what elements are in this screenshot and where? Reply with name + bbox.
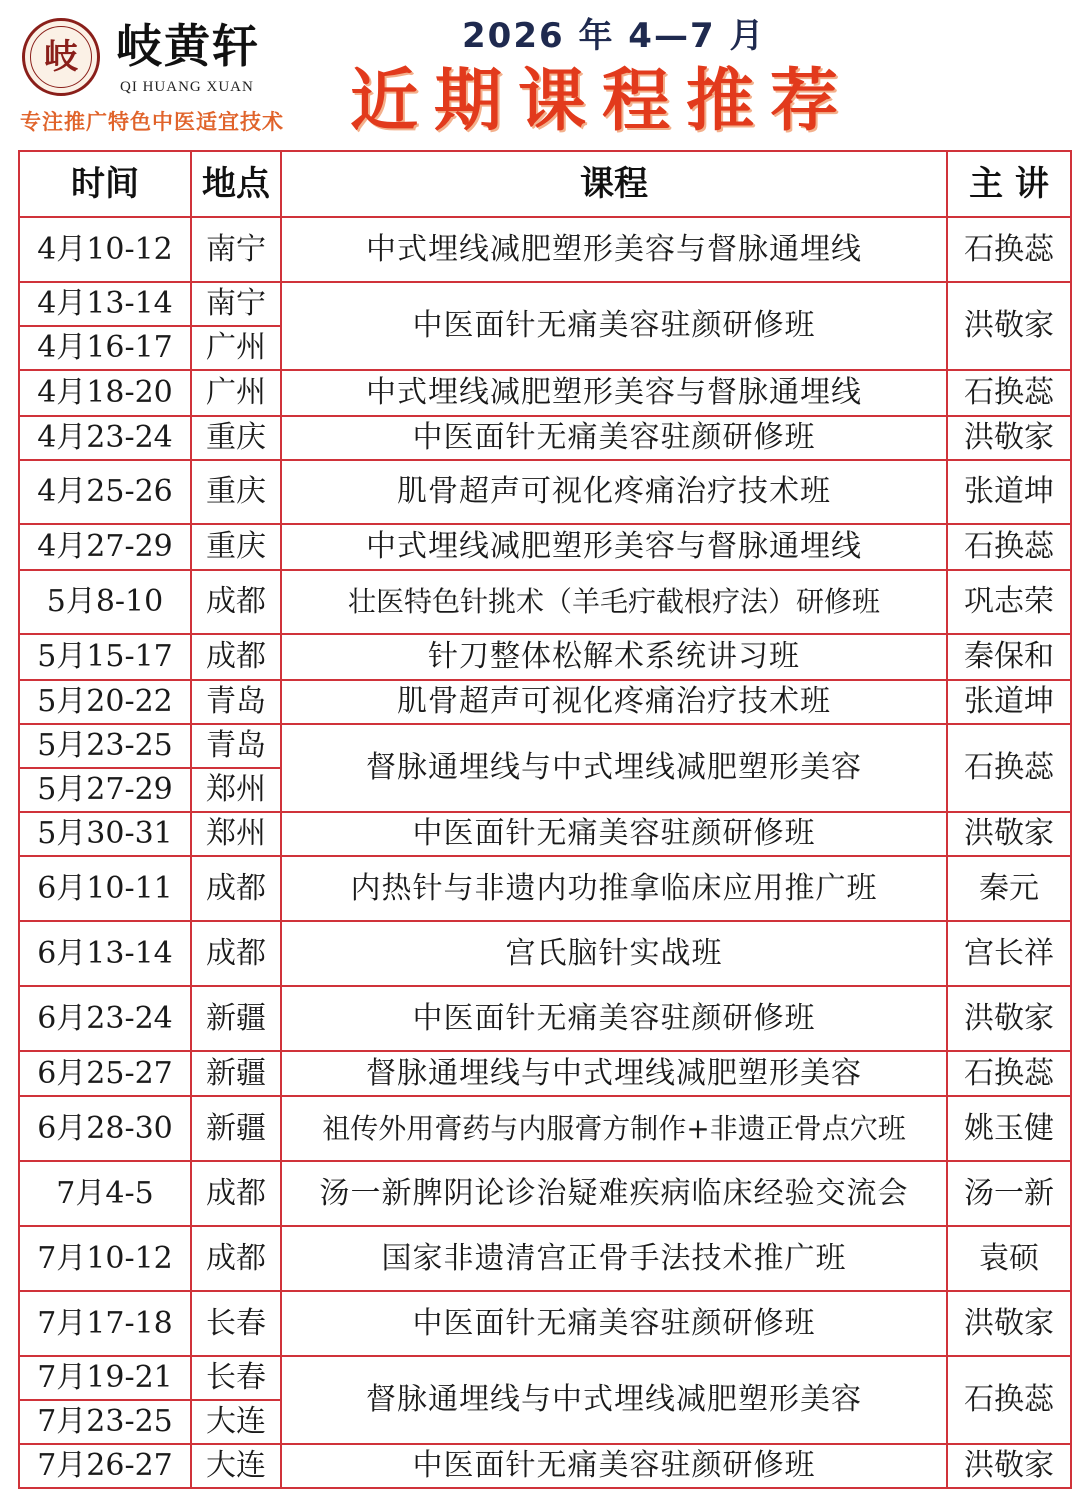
teacher-cell: 石换蕊 — [947, 217, 1071, 282]
place-cell: 青岛 — [191, 724, 281, 768]
teacher-cell: 秦元 — [947, 856, 1071, 921]
course-cell: 中医面针无痛美容驻颜研修班 — [281, 986, 947, 1051]
teacher-cell: 洪敬家 — [947, 416, 1071, 460]
table-header-row — [19, 151, 1071, 217]
time-cell: 6月23-24 — [19, 986, 191, 1051]
course-cell: 汤一新脾阴论诊治疑难疾病临床经验交流会 — [281, 1161, 947, 1226]
time-cell: 5月30-31 — [19, 812, 191, 856]
place-cell: 大连 — [191, 1400, 281, 1444]
time-cell: 4月27-29 — [19, 524, 191, 570]
time-cell: 4月18-20 — [19, 370, 191, 416]
course-cell: 督脉通埋线与中式埋线减肥塑形美容 — [281, 1356, 947, 1444]
table-row — [19, 460, 1071, 524]
place-cell: 重庆 — [191, 416, 281, 460]
place-cell: 重庆 — [191, 524, 281, 570]
place-cell: 南宁 — [191, 282, 281, 326]
place-cell: 成都 — [191, 1161, 281, 1226]
teacher-cell: 洪敬家 — [947, 1291, 1071, 1356]
table-row — [19, 921, 1071, 986]
teacher-cell: 石换蕊 — [947, 370, 1071, 416]
course-cell: 内热针与非遗内功推拿临床应用推广班 — [281, 856, 947, 921]
seal-logo-char: 岐 — [44, 37, 78, 77]
course-cell: 国家非遗清宫正骨手法技术推广班 — [281, 1226, 947, 1291]
place-cell: 郑州 — [191, 768, 281, 812]
place-cell: 重庆 — [191, 460, 281, 524]
time-cell: 6月13-14 — [19, 921, 191, 986]
place-cell: 长春 — [191, 1356, 281, 1400]
time-cell: 4月25-26 — [19, 460, 191, 524]
brand-name: 岐黄轩 — [116, 19, 260, 73]
header — [0, 0, 1080, 150]
header-course: 课程 — [281, 151, 947, 217]
teacher-cell: 洪敬家 — [947, 282, 1071, 370]
schedule-table — [18, 150, 1072, 1489]
course-cell: 肌骨超声可视化疼痛治疗技术班 — [281, 460, 947, 524]
time-cell: 7月17-18 — [19, 1291, 191, 1356]
time-cell: 7月4-5 — [19, 1161, 191, 1226]
time-cell: 4月23-24 — [19, 416, 191, 460]
course-cell: 中医面针无痛美容驻颜研修班 — [281, 1291, 947, 1356]
table-row — [19, 812, 1071, 856]
teacher-cell: 宫长祥 — [947, 921, 1071, 986]
table-row — [19, 370, 1071, 416]
table-row — [19, 680, 1071, 724]
teacher-cell: 洪敬家 — [947, 986, 1071, 1051]
table-row — [19, 1226, 1071, 1291]
time-cell: 4月16-17 — [19, 326, 191, 370]
course-cell: 督脉通埋线与中式埋线减肥塑形美容 — [281, 724, 947, 812]
time-cell: 5月8-10 — [19, 570, 191, 634]
time-cell: 4月13-14 — [19, 282, 191, 326]
brand-slogan: 专注推广特色中医适宜技术 — [20, 110, 284, 134]
place-cell: 广州 — [191, 326, 281, 370]
place-cell: 成都 — [191, 921, 281, 986]
place-cell: 成都 — [191, 634, 281, 680]
teacher-cell: 巩志荣 — [947, 570, 1071, 634]
time-cell: 5月23-25 — [19, 724, 191, 768]
course-cell: 中医面针无痛美容驻颜研修班 — [281, 1444, 947, 1488]
course-cell: 督脉通埋线与中式埋线减肥塑形美容 — [281, 1051, 947, 1096]
time-cell: 6月10-11 — [19, 856, 191, 921]
course-cell: 祖传外用膏药与内服膏方制作+非遗正骨点穴班 — [281, 1096, 947, 1161]
teacher-cell: 石换蕊 — [947, 1051, 1071, 1096]
time-cell: 7月19-21 — [19, 1356, 191, 1400]
page-title: 近期课程推荐 — [350, 62, 855, 141]
table-row — [19, 282, 1071, 326]
brand-seal-logo — [22, 18, 100, 96]
table-row — [19, 1291, 1071, 1356]
place-cell: 长春 — [191, 1291, 281, 1356]
teacher-cell: 洪敬家 — [947, 1444, 1071, 1488]
table-row — [19, 634, 1071, 680]
teacher-cell: 石换蕊 — [947, 724, 1071, 812]
place-cell: 大连 — [191, 1444, 281, 1488]
teacher-cell: 石换蕊 — [947, 524, 1071, 570]
time-cell: 7月23-25 — [19, 1400, 191, 1444]
table-row — [19, 1161, 1071, 1226]
course-cell: 中式埋线减肥塑形美容与督脉通埋线 — [281, 524, 947, 570]
place-cell: 成都 — [191, 856, 281, 921]
date-range: 2026 年 4—7 月 — [462, 16, 766, 56]
header-time: 时间 — [19, 151, 191, 217]
teacher-cell: 袁硕 — [947, 1226, 1071, 1291]
place-cell: 郑州 — [191, 812, 281, 856]
table-row — [19, 1444, 1071, 1488]
teacher-cell: 石换蕊 — [947, 1356, 1071, 1444]
place-cell: 成都 — [191, 570, 281, 634]
place-cell: 南宁 — [191, 217, 281, 282]
teacher-cell: 张道坤 — [947, 680, 1071, 724]
table-row — [19, 416, 1071, 460]
time-cell: 7月26-27 — [19, 1444, 191, 1488]
table-row — [19, 1051, 1071, 1096]
place-cell: 新疆 — [191, 1096, 281, 1161]
course-cell: 中式埋线减肥塑形美容与督脉通埋线 — [281, 370, 947, 416]
table-row — [19, 570, 1071, 634]
table-row — [19, 524, 1071, 570]
place-cell: 成都 — [191, 1226, 281, 1291]
table-row — [19, 856, 1071, 921]
teacher-cell: 姚玉健 — [947, 1096, 1071, 1161]
time-cell: 5月20-22 — [19, 680, 191, 724]
time-cell: 5月15-17 — [19, 634, 191, 680]
teacher-cell: 汤一新 — [947, 1161, 1071, 1226]
header-teacher: 主 讲 — [947, 151, 1071, 217]
table-row — [19, 724, 1071, 768]
header-place: 地点 — [191, 151, 281, 217]
course-cell: 壮医特色针挑术（羊毛疔截根疗法）研修班 — [281, 570, 947, 634]
course-cell: 中医面针无痛美容驻颜研修班 — [281, 812, 947, 856]
table-row — [19, 986, 1071, 1051]
table-row — [19, 1096, 1071, 1161]
time-cell: 7月10-12 — [19, 1226, 191, 1291]
place-cell: 广州 — [191, 370, 281, 416]
course-cell: 中医面针无痛美容驻颜研修班 — [281, 416, 947, 460]
course-cell: 针刀整体松解术系统讲习班 — [281, 634, 947, 680]
teacher-cell: 秦保和 — [947, 634, 1071, 680]
course-cell: 宫氏脑针实战班 — [281, 921, 947, 986]
time-cell: 5月27-29 — [19, 768, 191, 812]
course-cell: 肌骨超声可视化疼痛治疗技术班 — [281, 680, 947, 724]
course-cell: 中医面针无痛美容驻颜研修班 — [281, 282, 947, 370]
time-cell: 6月28-30 — [19, 1096, 191, 1161]
table-row — [19, 217, 1071, 282]
time-cell: 6月25-27 — [19, 1051, 191, 1096]
place-cell: 新疆 — [191, 986, 281, 1051]
place-cell: 青岛 — [191, 680, 281, 724]
teacher-cell: 洪敬家 — [947, 812, 1071, 856]
teacher-cell: 张道坤 — [947, 460, 1071, 524]
time-cell: 4月10-12 — [19, 217, 191, 282]
brand-pinyin: QI HUANG XUAN — [120, 79, 254, 95]
table-row — [19, 1356, 1071, 1400]
course-cell: 中式埋线减肥塑形美容与督脉通埋线 — [281, 217, 947, 282]
place-cell: 新疆 — [191, 1051, 281, 1096]
